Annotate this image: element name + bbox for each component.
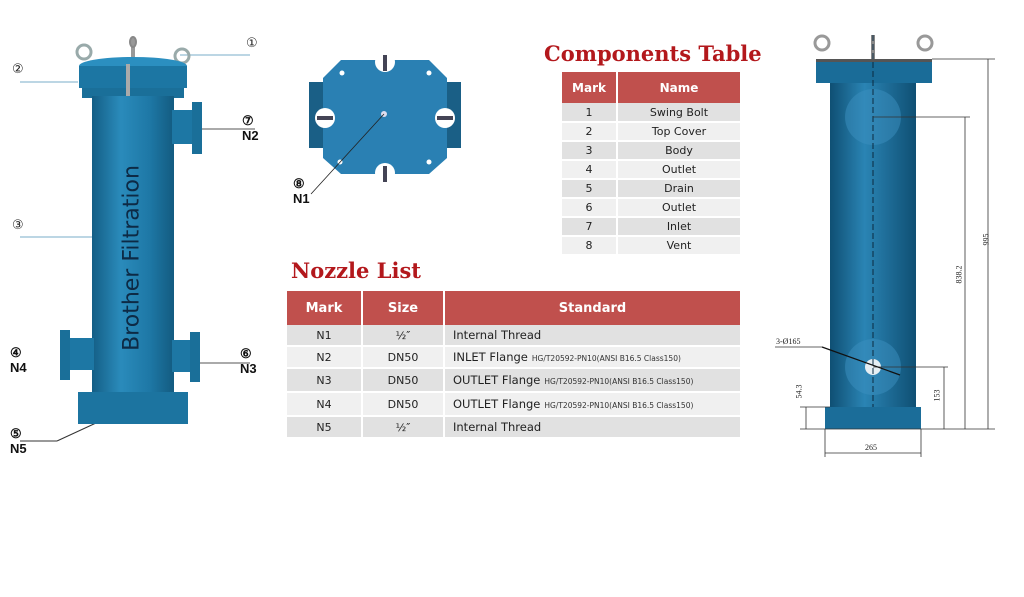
callout-1: ① (246, 36, 258, 51)
dim-base-width: 265 (865, 443, 877, 452)
table-row: 7 Inlet (562, 217, 740, 236)
components-table-title: Components Table (544, 41, 762, 66)
column-header-name: Name (617, 72, 740, 103)
dimension-drawing (770, 25, 1024, 465)
table-row: N1 ½″ Internal Thread (287, 325, 740, 346)
column-header-mark: Mark (562, 72, 617, 103)
column-header-standard: Standard (444, 291, 740, 325)
components-table (562, 72, 740, 256)
dim-outlet-height: 153 (932, 389, 942, 402)
nozzle-list-title: Nozzle List (291, 258, 421, 283)
table-row: 6 Outlet (562, 198, 740, 217)
top-view-illustration (285, 40, 485, 215)
callout-3: ③ (12, 218, 24, 233)
table-row: 3 Body (562, 141, 740, 160)
table-row: N5 ½″ Internal Thread (287, 416, 740, 438)
callout-4-n4: ④ N4 (10, 345, 27, 375)
callout-5-n5: ⑤ N5 (10, 426, 27, 456)
table-row: 1 Swing Bolt (562, 103, 740, 122)
dim-holes: 3-Ø165 (776, 337, 801, 346)
callout-6-n3: ⑥ N3 (240, 346, 257, 376)
callout-2: ② (12, 62, 24, 77)
table-row: N2 DN50 INLET Flange HG/T20592-PN10(ANSI B16.5 Class150) (287, 346, 740, 368)
callout-7-n2: ⑦ N2 (242, 113, 259, 143)
table-row: N4 DN50 OUTLET Flange HG/T20592-PN10(ANSI B16.5 Class150) (287, 392, 740, 416)
brand-text: Brother Filtration (119, 165, 145, 351)
top-view-drawing (285, 40, 485, 215)
table-row: 2 Top Cover (562, 122, 740, 141)
table-row: 4 Outlet (562, 160, 740, 179)
dim-total-height: 995 (981, 233, 991, 246)
callout-8-n1: ⑧ N1 (293, 176, 310, 206)
column-header-size: Size (362, 291, 444, 325)
table-row: 5 Drain (562, 179, 740, 198)
column-header-mark: Mark (287, 291, 362, 325)
dim-inlet-height: 838.2 (954, 265, 964, 284)
table-row: 8 Vent (562, 236, 740, 255)
table-row: N3 DN50 OUTLET Flange HG/T20592-PN10(ANSI B16.5 Class150) (287, 368, 740, 392)
nozzle-list-table (287, 291, 740, 439)
dim-base-height: 54.3 (794, 384, 804, 399)
filter-housing-3d-view (0, 0, 280, 470)
